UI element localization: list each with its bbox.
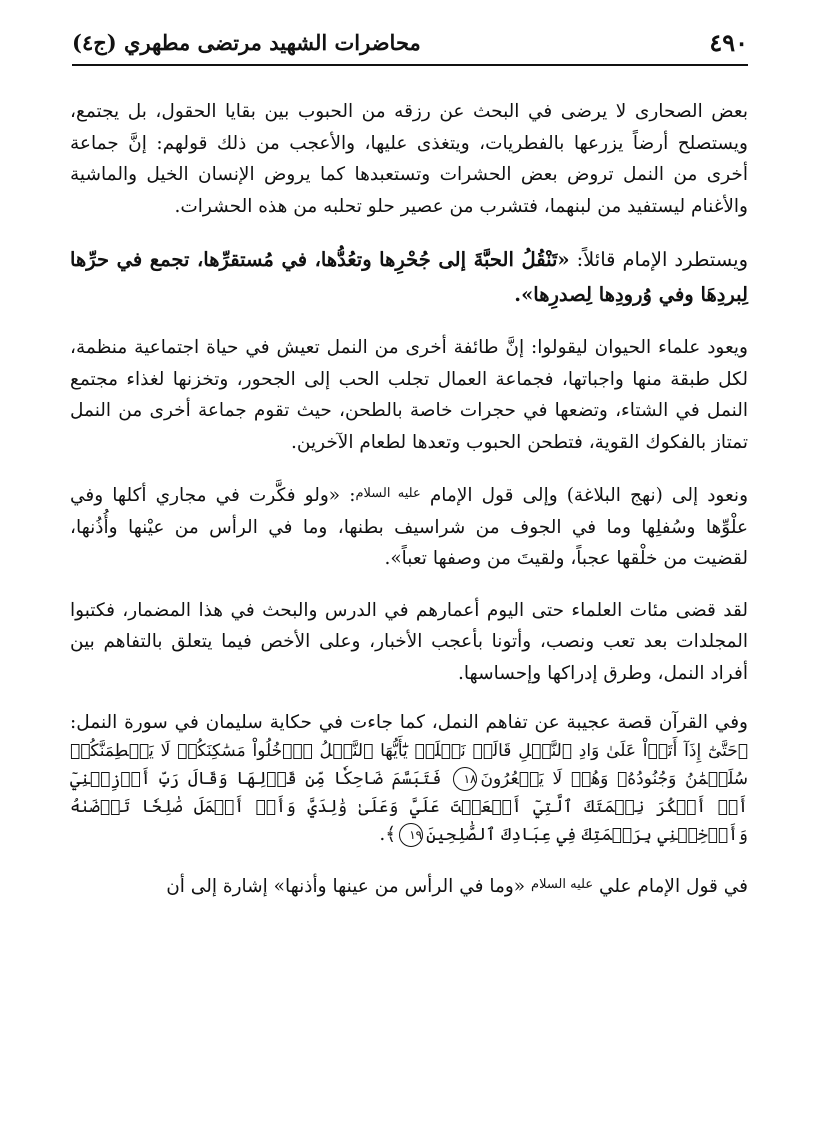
salutation-glyph-2: عليه السلام bbox=[531, 877, 594, 892]
quran-close: ﴾. bbox=[379, 824, 397, 845]
paragraph-1: بعض الصحارى لا يرضى في البحث عن رزقه من الحبوب بين بقايا الحقول، بل يجتمع، ويستصلح أرضاً يزرعها بالفطريات، ويتغذى عليها، والأعجب من ذلك قولهم: إنَّ جماعة أخرى من النمل تروض بعض الحشرات وتستعبدها كما يروض الإنسان الخيل والماشية والأغنام ليستفيد من لبنهما، فتشرب من عصير حلو تحلبه من هذه الحشرات. bbox=[70, 101, 748, 217]
salutation-glyph: عليه السلام bbox=[355, 486, 421, 501]
paragraph-7-intro: في قول الإمام علي bbox=[598, 876, 748, 897]
ayah-number-19: ١٩ bbox=[399, 823, 423, 847]
paragraph-7-rest: «وما في الرأس من عينها وأذنها» إشارة إلى أن bbox=[166, 876, 532, 897]
paragraph-3: ويعود علماء الحيوان ليقولوا: إنَّ طائفة أخرى من النمل تعيش في حياة اجتماعية منظمة، لكل طبقة منها واجباتها، فجماعة العمال تجلب الحب إلى الجحور، وتخزنها لغذاء مجتمع النمل في الشتاء، وتضعها في حجرات خاصة بالطحن، حيث تقوم جماعة أخرى من النمل تمتاز بالفكوك القوية، فتطحن الحبوب وتعدها لطعام الآخرين. bbox=[70, 337, 748, 453]
book-title: محاضرات الشهيد مرتضى مطهري (ج٤) bbox=[72, 30, 421, 55]
paragraph-4-intro: ونعود إلى (نهج البلاغة) وإلى قول الإمام bbox=[429, 485, 749, 506]
paragraph-2-intro: ويستطرد الإمام قائلاً: bbox=[569, 248, 748, 271]
quran-verse-18: ﴿حَتَّىٰٓ إِذَآ أَتَوۡاْ عَلَىٰ وَادِ ٱلنَّمۡلِ قَالَتۡ نَمۡلَةٞ يَٰٓأَيُّهَا ٱلنَّمۡلُ ٱدۡخُلُواْ مَسَٰكِنَكُمۡ لَا يَحۡطِمَنَّكُمۡ سُلَيۡمَٰنُ وَجُنُودُهُۥ وَهُمۡ لَا يَشۡعُرُونَ bbox=[70, 741, 748, 789]
ayah-number-18: ١٨ bbox=[453, 767, 477, 791]
paragraph-6-intro: وفي القرآن قصة عجيبة عن تفاهم النمل، كما جاءت في حكاية سليمان في سورة النمل: bbox=[70, 712, 748, 733]
page-number: ٤٩٠ bbox=[709, 28, 748, 57]
imam-quote-2: : «ولو فكَّرت في مجاري أكلها وفي علْوِّها وسُفلِها وما في الجوف من شراسيف بطنها، وما في الرأس من عيْنها وأُذُنها، لقضيت من خلْقها عجباً، ولقيتَ من وصفها تعباً». bbox=[70, 485, 748, 569]
page-body bbox=[70, 96, 748, 923]
quran-verse-19: فَتَبَسَّمَ ضَاحِكٗا مِّن قَوۡلِهَا وَقَالَ رَبِّ أَوۡزِعۡنِيٓ أَنۡ أَشۡكُرَ نِعۡمَتَكَ ٱلَّتِيٓ أَنۡعَمۡتَ عَلَيَّ وَعَلَىٰ وَٰلِدَيَّ وَأَنۡ أَعۡمَلَ صَٰلِحٗا تَرۡضَىٰهُ وَأَدۡخِلۡنِي بِرَحۡمَتِكَ فِي عِبَادِكَ ٱلصَّٰلِحِينَ bbox=[70, 769, 748, 845]
page-header bbox=[72, 28, 748, 66]
imam-quote-1: «تَنْقُلُ الحبَّةَ إلى جُحْرِها وتعُدُّها، في مُستقرِّها، تجمع في حرِّها لِبردِهَا وفي وُرودِها لِصدرِها». bbox=[70, 248, 748, 306]
paragraph-2 bbox=[70, 242, 748, 312]
paragraph-5: لقد قضى مئات العلماء حتى اليوم أعمارهم في الدرس والبحث في هذا المضمار، فكتبوا المجلدات بعد تعب ونصب، وأتونا بأعجب الأخبار، وعلى الأخص فيما يتعلق بالتفاهم بين أفراد النمل، وطرق إدراكها وإحساسها. bbox=[70, 599, 748, 684]
paragraph-4 bbox=[70, 478, 748, 575]
paragraph-6 bbox=[70, 709, 748, 849]
paragraph-7 bbox=[70, 869, 748, 903]
